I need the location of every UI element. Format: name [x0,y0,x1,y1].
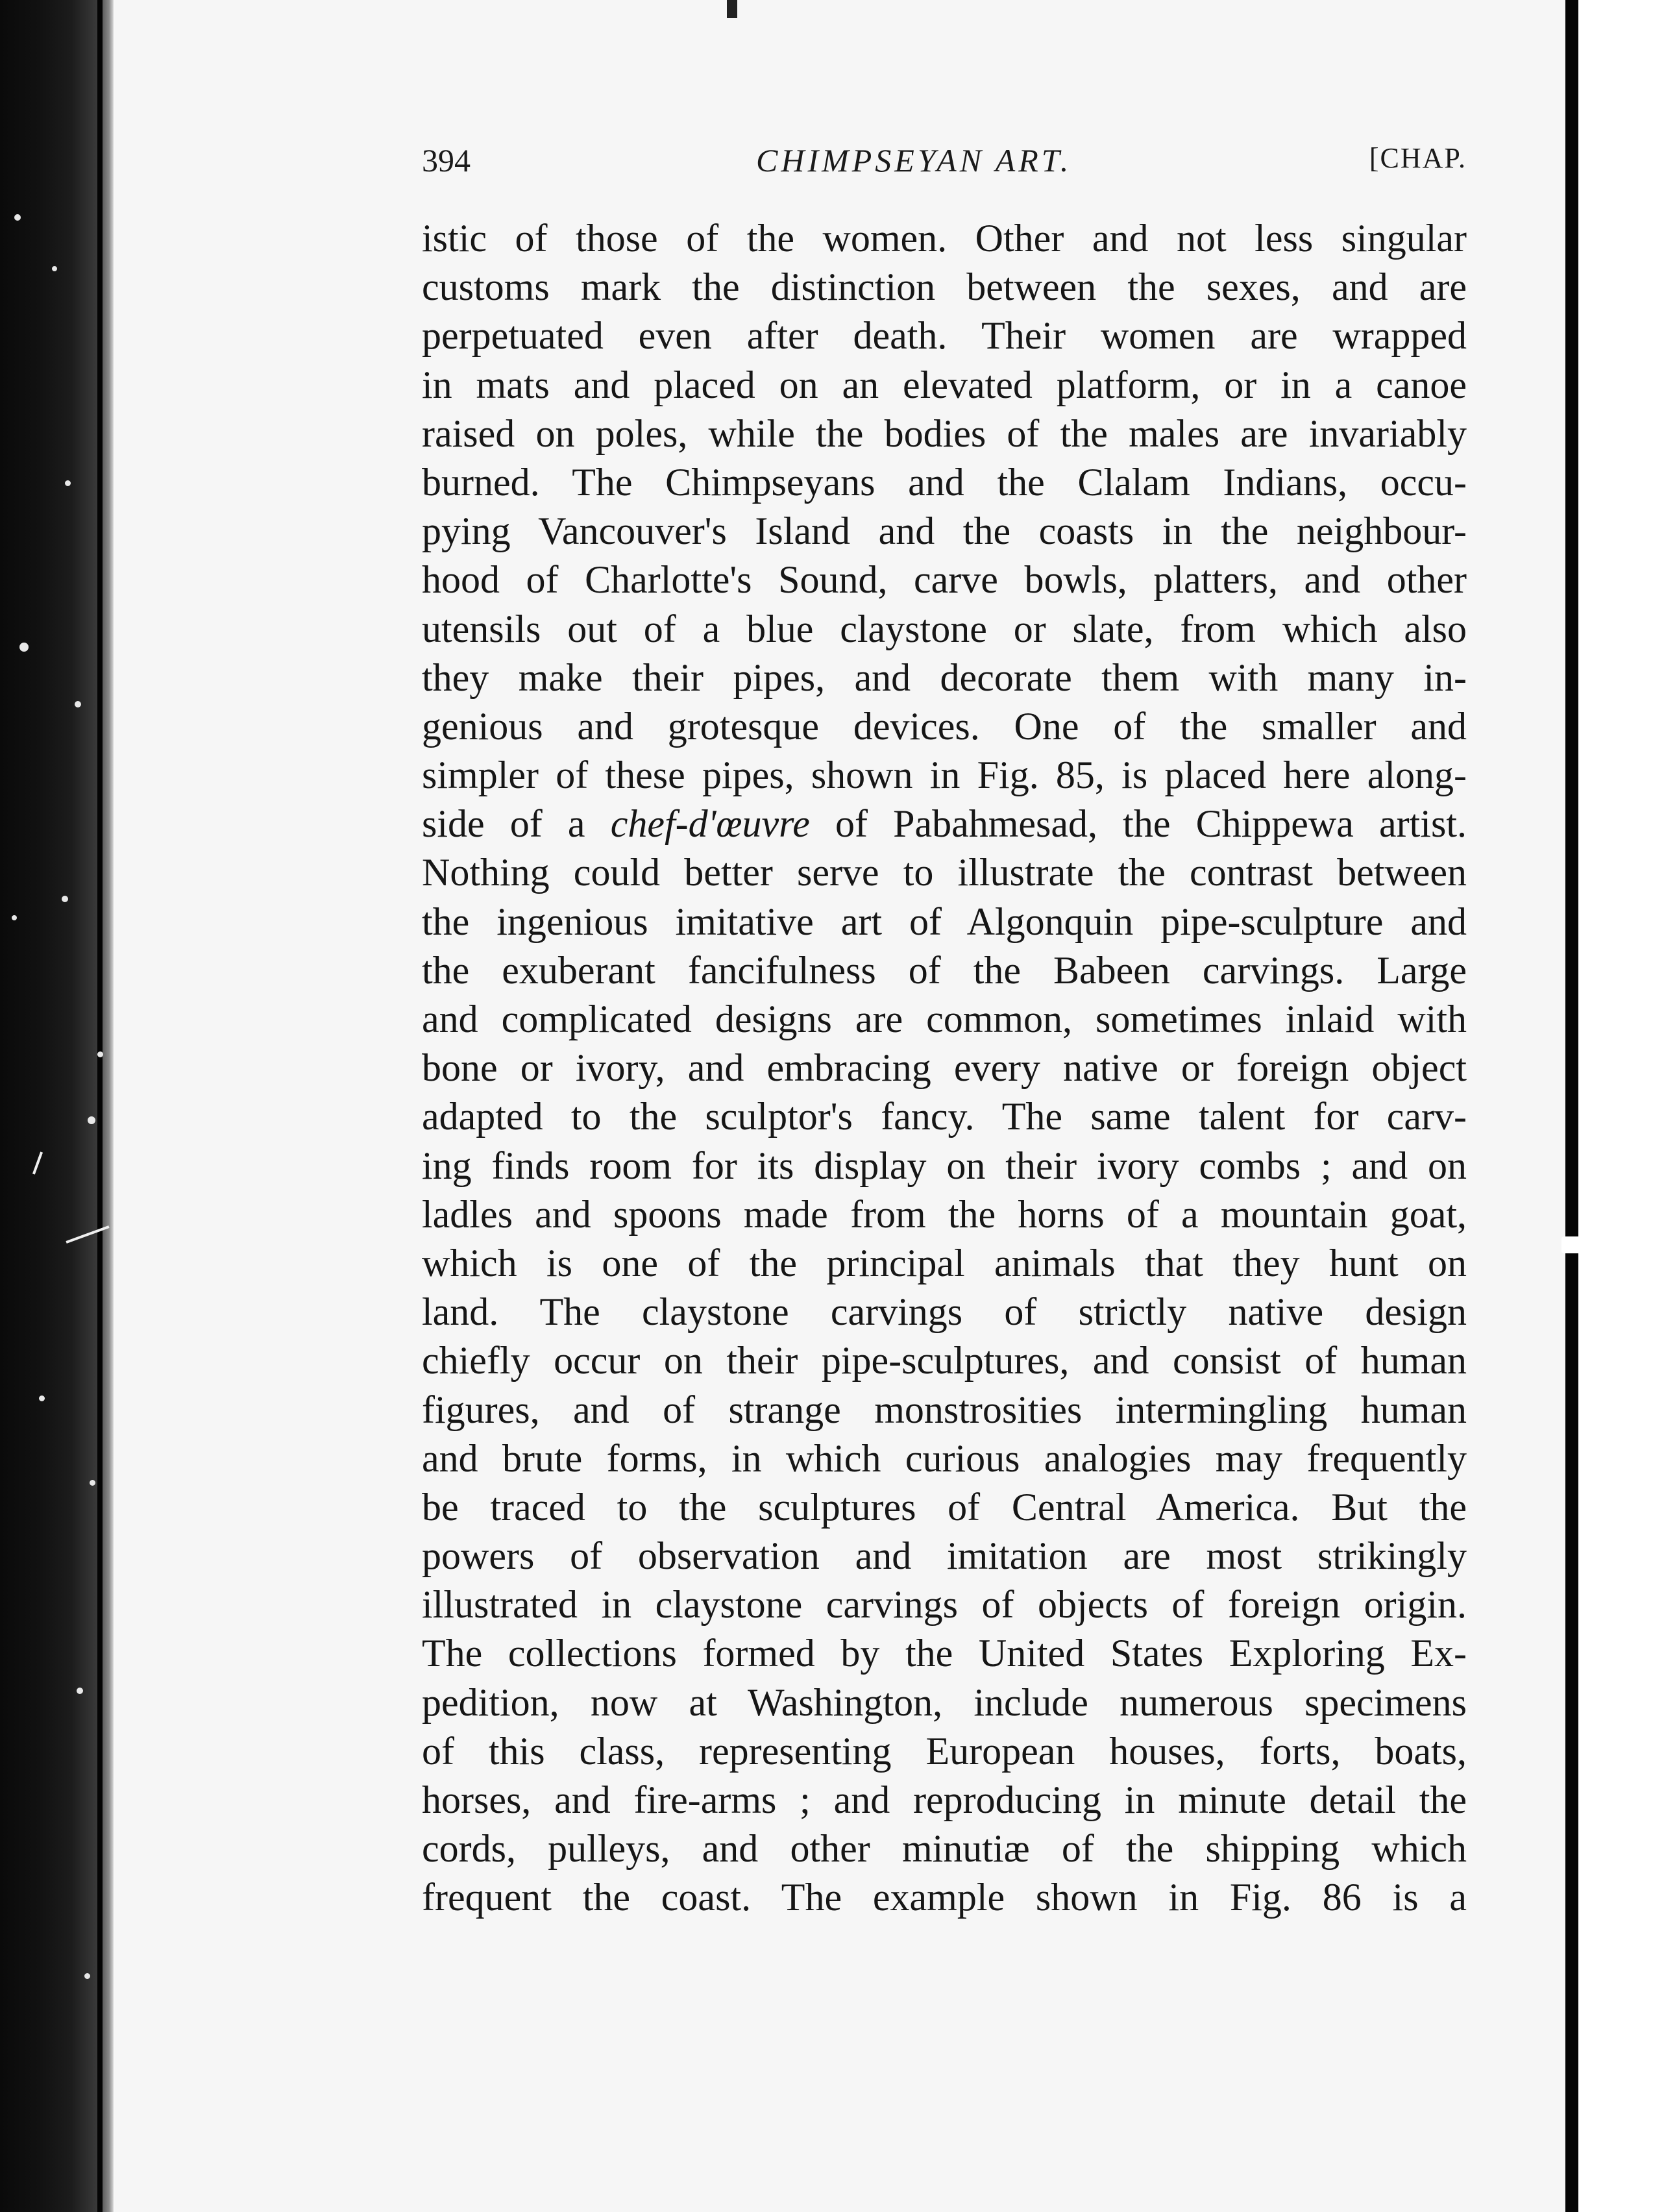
running-head [422,141,1467,187]
text-line: simpler of these pipes, shown in Fig. 85, is placed here along- [422,754,1467,797]
text-line: powers of observation and imitation are most strikingly [422,1534,1467,1578]
scan-speck [14,214,21,221]
text-line: Nothing could better serve to illustrate the contrast between [422,851,1467,894]
text-line: pying Vancouver's Island and the coasts in the neighbour- [422,510,1467,553]
right-margin [1578,0,1677,2212]
text-line: figures, and of strange monstrosities intermingling human [422,1388,1467,1431]
scan-speck [39,1395,45,1401]
scan-scratch [66,1225,109,1244]
text-line: utensils out of a blue claystone or slate, from which also [422,607,1467,650]
text-line: ing finds room for its display on their ivory combs ; and on [422,1144,1467,1187]
text-line: in mats and placed on an elevated platform, or in a canoe [422,363,1467,406]
scan-speck [62,896,68,902]
body-text [422,214,1467,1923]
running-title: CHIMPSEYAN ART. [756,142,1072,178]
text-line: burned. The Chimpseyans and the Clalam Indians, occu- [422,460,1467,504]
scan-speck [19,643,29,652]
italic-term: chef-d'œuvre [610,802,810,846]
text-line: illustrated in claystone carvings of objects of foreign origin. [422,1583,1467,1627]
page-edge-notch [1561,1236,1582,1253]
text-line: istic of those of the women. Other and not less singular [422,217,1467,260]
scan-mark [727,0,737,18]
text-line: ladles and spoons made from the horns of a mountain goat, [422,1192,1467,1236]
text-line: they make their pipes, and decorate them with many in- [422,656,1467,699]
chapter-marker: [CHAP. [1369,142,1467,174]
scan-speck [97,1051,103,1057]
text-fragment: side of a [422,802,585,846]
page-number: 394 [422,142,471,178]
text-line: hood of Charlotte's Sound, carve bowls, platters, and other [422,558,1467,602]
text-line: genious and grotesque devices. One of the smaller and [422,704,1467,748]
text-fragment: of Pabahmesad, the Chippewa artist. [835,802,1467,846]
text-line: and complicated designs are common, sometimes inlaid with [422,998,1467,1040]
text-line: The collections formed by the United States Exploring Ex- [422,1632,1467,1675]
text-line: perpetuated even after death. Their women are wrapped [422,314,1467,358]
text-line: chiefly occur on their pipe-sculptures, and consist of human [422,1339,1467,1382]
text-line: customs mark the distinction between the sexes, and are [422,265,1467,309]
text-line: adapted to the sculptor's fancy. The same talent for carv- [422,1095,1467,1138]
text-line: raised on poles, while the bodies of the males are invariably [422,412,1467,455]
text-line: frequent the coast. The example shown in Fig. 86 is a [422,1876,1467,1919]
text-line: bone or ivory, and embracing every native or foreign object [422,1046,1467,1090]
text-line: horses, and fire-arms ; and reproducing in minute detail the [422,1778,1467,1821]
scan-speck [65,480,71,486]
scan-speck [77,1688,83,1694]
text-line: cords, pulleys, and other minutiæ of the shipping which [422,1827,1467,1871]
scan-speck [84,1973,90,1979]
text-line: pedition, now at Washington, include numerous specimens [422,1680,1467,1724]
scan-speck [75,701,81,707]
text-line: be traced to the sculptures of Central America. But the [422,1485,1467,1529]
scan-speck [88,1116,95,1124]
text-line: which is one of the principal animals that they hunt on [422,1241,1467,1284]
text-line: the ingenious imitative art of Algonquin pipe-sculpture and [422,900,1467,943]
scan-scratch [32,1151,43,1174]
text-line: and brute forms, in which curious analogies may frequently [422,1436,1467,1480]
text-line: of this class, representing European houses, forts, boats, [422,1729,1467,1773]
text-line: the exuberant fancifulness of the Babeen carvings. Large [422,948,1467,992]
scan-speck [52,266,57,271]
binding-gutter [0,0,114,2212]
scan-speck [12,915,17,920]
text-line-mixed [422,800,1467,848]
page-edge [1565,0,1578,2212]
gutter-line [97,0,103,2212]
scan-speck [90,1480,95,1486]
text-line: land. The claystone carvings of strictly native design [422,1290,1467,1334]
